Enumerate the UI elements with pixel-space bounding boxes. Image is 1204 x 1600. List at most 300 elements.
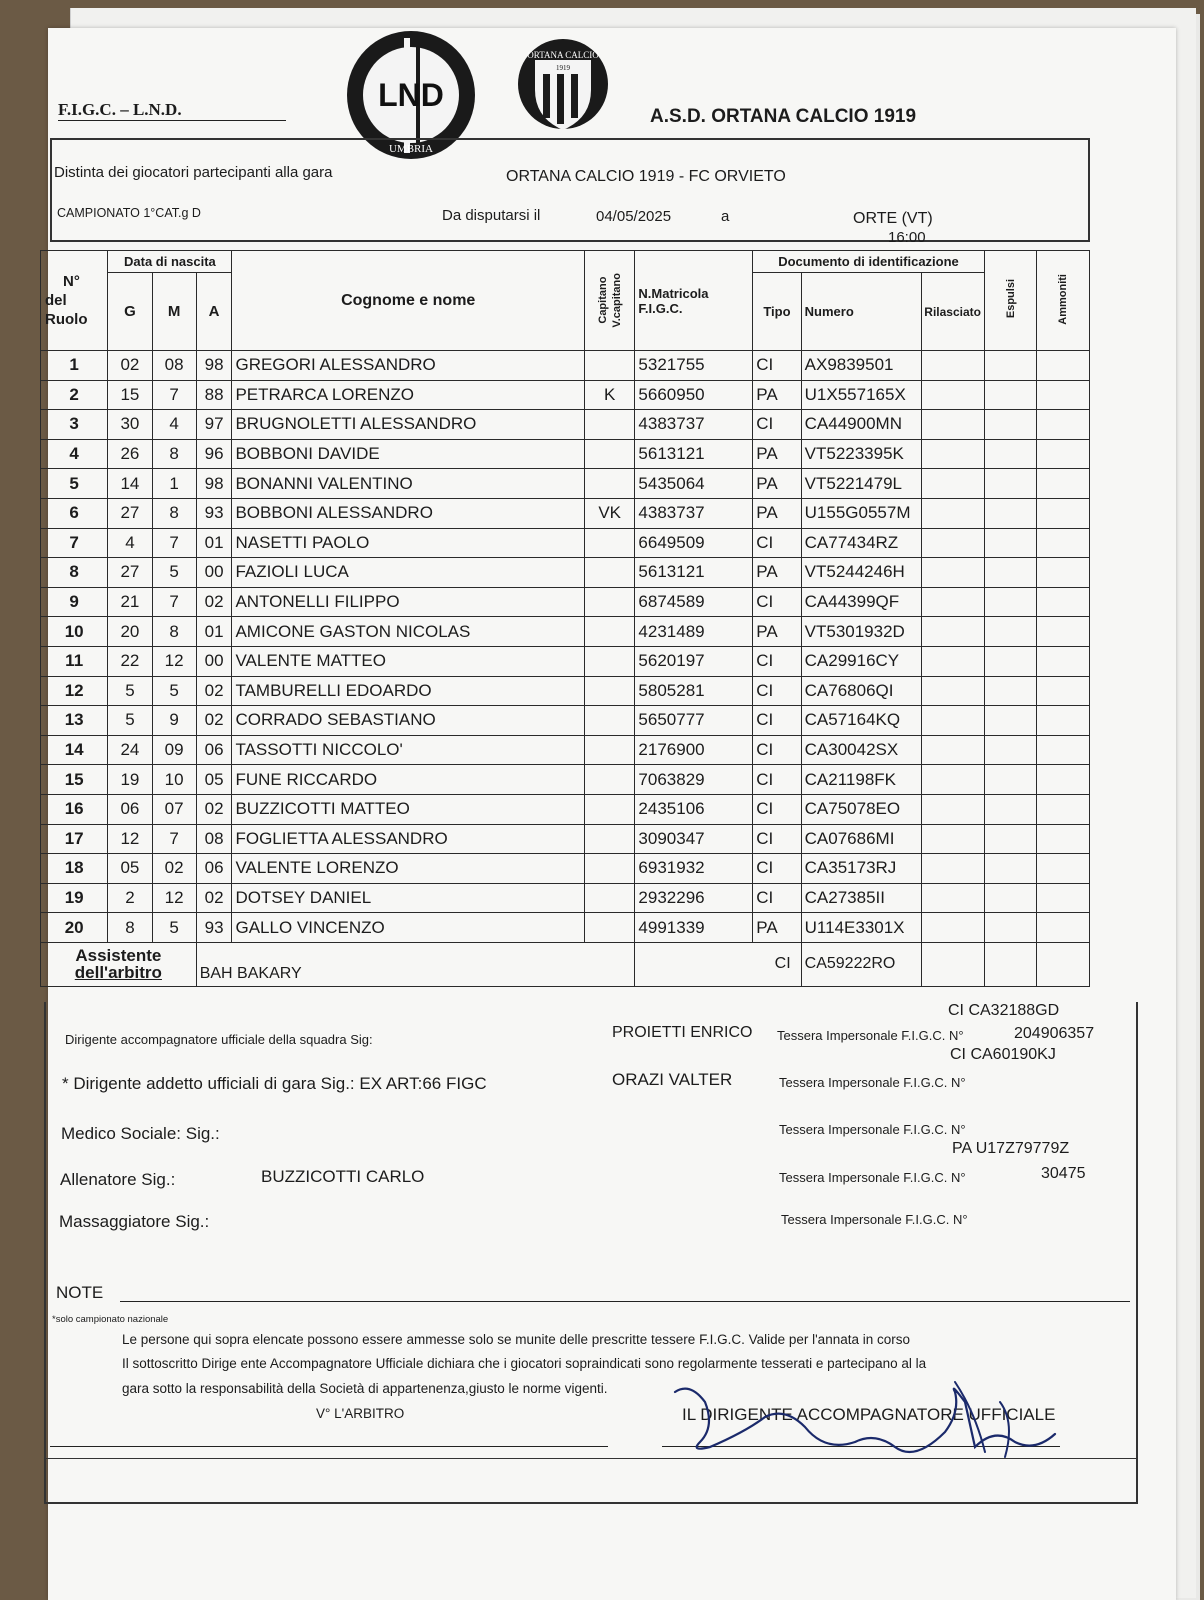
ammoniti-cell	[1037, 913, 1090, 943]
table-row	[41, 913, 1090, 943]
birth-year: 01	[196, 528, 232, 558]
birth-month: 1	[152, 469, 196, 499]
header-matricola: N.Matricola F.I.G.C.	[635, 251, 753, 351]
birth-year: 08	[196, 824, 232, 854]
table-row	[41, 410, 1090, 440]
player-name: FUNE RICCARDO	[232, 765, 584, 795]
birth-day: 27	[108, 558, 152, 588]
assistente-rilasciato	[921, 942, 984, 986]
rilasciato-cell	[921, 498, 984, 528]
espulsi-cell	[984, 854, 1037, 884]
matricola: 5805281	[635, 676, 753, 706]
player-name: VALENTE LORENZO	[232, 854, 584, 884]
header-capitano: Capitano V.capitano	[584, 251, 635, 351]
ortana-calcio-crest	[517, 30, 609, 138]
doc-number: CA76806QI	[801, 676, 921, 706]
birth-year: 02	[196, 676, 232, 706]
doc-type: CI	[753, 765, 801, 795]
birth-day: 26	[108, 439, 152, 469]
captain-mark	[584, 528, 635, 558]
matricola: 2435106	[635, 794, 753, 824]
header-m: M	[152, 273, 196, 351]
declaration-line-2: Il sottoscritto Dirige ente Accompagnatore Ufficiale dichiara che i giocatori sopraindicati sono regolarmente tesserati e partecipano al la	[122, 1356, 927, 1371]
header-documento: Documento di identificazione	[753, 251, 984, 273]
ammoniti-cell	[1037, 380, 1090, 410]
espulsi-cell	[984, 646, 1037, 676]
matricola: 6874589	[635, 587, 753, 617]
birth-year: 98	[196, 469, 232, 499]
birth-day: 24	[108, 735, 152, 765]
birth-day: 5	[108, 706, 152, 736]
birth-day: 15	[108, 380, 152, 410]
birth-month: 7	[152, 587, 196, 617]
espulsi-cell	[984, 913, 1037, 943]
birth-month: 9	[152, 706, 196, 736]
table-row	[41, 735, 1090, 765]
doc-type: PA	[753, 469, 801, 499]
rilasciato-cell	[921, 439, 984, 469]
matricola: 5613121	[635, 558, 753, 588]
captain-mark	[584, 469, 635, 499]
doc-number: VT5221479L	[801, 469, 921, 499]
rilasciato-cell	[921, 558, 984, 588]
table-row	[41, 794, 1090, 824]
birth-year: 02	[196, 587, 232, 617]
massaggiatore-tessera-label: Tessera Impersonale F.I.G.C. N°	[781, 1212, 968, 1227]
row-number: 20	[41, 913, 108, 943]
birth-day: 12	[108, 824, 152, 854]
birth-month: 5	[152, 913, 196, 943]
players-table	[40, 250, 1090, 987]
birth-month: 12	[152, 883, 196, 913]
birth-month: 07	[152, 794, 196, 824]
espulsi-cell	[984, 498, 1037, 528]
birth-day: 8	[108, 913, 152, 943]
rilasciato-cell	[921, 410, 984, 440]
rilasciato-cell	[921, 854, 984, 884]
doc-number: CA75078EO	[801, 794, 921, 824]
ammoniti-cell	[1037, 676, 1090, 706]
birth-year: 93	[196, 913, 232, 943]
birth-day: 20	[108, 617, 152, 647]
ammoniti-cell	[1037, 439, 1090, 469]
matricola: 5660950	[635, 380, 753, 410]
doc-number: VT5244246H	[801, 558, 921, 588]
birth-year: 97	[196, 410, 232, 440]
lnd-logo-text: LND	[378, 77, 444, 113]
doc-number: VT5223395K	[801, 439, 921, 469]
captain-mark	[584, 676, 635, 706]
rilasciato-cell	[921, 735, 984, 765]
birth-day: 4	[108, 528, 152, 558]
player-name: ANTONELLI FILIPPO	[232, 587, 584, 617]
figc-lnd-heading: F.I.G.C. – L.N.D.	[58, 100, 182, 119]
espulsi-cell	[984, 706, 1037, 736]
table-row	[41, 617, 1090, 647]
da-disputarsi-label: Da disputarsi il	[442, 207, 541, 224]
allenatore-doc: PA U17Z79779Z	[952, 1140, 1070, 1157]
matricola: 4383737	[635, 498, 753, 528]
row-number: 1	[41, 351, 108, 381]
a-label: a	[721, 208, 730, 225]
assistente-name: BAH BAKARY	[196, 942, 635, 986]
table-row	[41, 380, 1090, 410]
matricola: 7063829	[635, 765, 753, 795]
birth-month: 10	[152, 765, 196, 795]
captain-mark	[584, 913, 635, 943]
player-name: GREGORI ALESSANDRO	[232, 351, 584, 381]
rilasciato-cell	[921, 765, 984, 795]
table-row	[41, 351, 1090, 381]
birth-year: 93	[196, 498, 232, 528]
allenatore-tessera-label: Tessera Impersonale F.I.G.C. N°	[779, 1170, 966, 1185]
captain-mark	[584, 883, 635, 913]
espulsi-cell	[984, 380, 1037, 410]
doc-type: CI	[753, 735, 801, 765]
birth-month: 8	[152, 617, 196, 647]
table-row	[41, 469, 1090, 499]
captain-mark	[584, 735, 635, 765]
matricola: 6931932	[635, 854, 753, 884]
player-name: BUZZICOTTI MATTEO	[232, 794, 584, 824]
header-tipo: Tipo	[753, 273, 801, 351]
player-name: BONANNI VALENTINO	[232, 469, 584, 499]
dirigente-label: Dirigente accompagnatore ufficiale della squadra Sig:	[65, 1032, 373, 1047]
assistente-espulsi	[984, 942, 1037, 986]
ammoniti-cell	[1037, 735, 1090, 765]
table-row	[41, 765, 1090, 795]
row-number: 17	[41, 824, 108, 854]
captain-mark	[584, 617, 635, 647]
addetto-tessera-label: Tessera Impersonale F.I.G.C. N°	[779, 1075, 966, 1090]
player-name: DOTSEY DANIEL	[232, 883, 584, 913]
captain-mark	[584, 794, 635, 824]
doc-number: U1X557165X	[801, 380, 921, 410]
ammoniti-cell	[1037, 883, 1090, 913]
ammoniti-cell	[1037, 469, 1090, 499]
row-number: 14	[41, 735, 108, 765]
matricola: 4383737	[635, 410, 753, 440]
doc-type: PA	[753, 439, 801, 469]
birth-month: 5	[152, 676, 196, 706]
note-line	[120, 1301, 1130, 1302]
rilasciato-cell	[921, 380, 984, 410]
rilasciato-cell	[921, 794, 984, 824]
birth-year: 02	[196, 883, 232, 913]
doc-number: CA44399QF	[801, 587, 921, 617]
dirigente-name: PROIETTI ENRICO	[612, 1024, 753, 1041]
declaration-line-3: gara sotto la responsabilità della Società di appartenenza,giusto le norme vigenti.	[122, 1381, 608, 1396]
doc-type: PA	[753, 498, 801, 528]
player-name: BOBBONI ALESSANDRO	[232, 498, 584, 528]
row-number: 15	[41, 765, 108, 795]
rilasciato-cell	[921, 528, 984, 558]
medico-label: Medico Sociale: Sig.:	[61, 1124, 220, 1143]
birth-month: 09	[152, 735, 196, 765]
doc-type: CI	[753, 351, 801, 381]
captain-mark	[584, 587, 635, 617]
player-name: NASETTI PAOLO	[232, 528, 584, 558]
doc-number: CA35173RJ	[801, 854, 921, 884]
rilasciato-cell	[921, 617, 984, 647]
row-number: 4	[41, 439, 108, 469]
ammoniti-cell	[1037, 617, 1090, 647]
doc-number: CA30042SX	[801, 735, 921, 765]
birth-day: 02	[108, 351, 152, 381]
arbitro-signature-line	[50, 1446, 608, 1447]
match-time: 16:00	[888, 229, 926, 246]
birth-month: 4	[152, 410, 196, 440]
espulsi-cell	[984, 469, 1037, 499]
solo-campionato-note: *solo campionato nazionale	[52, 1314, 169, 1325]
birth-year: 96	[196, 439, 232, 469]
matricola: 4991339	[635, 913, 753, 943]
doc-number: CA27385II	[801, 883, 921, 913]
rilasciato-cell	[921, 913, 984, 943]
player-name: AMICONE GASTON NICOLAS	[232, 617, 584, 647]
ammoniti-cell	[1037, 706, 1090, 736]
player-name: CORRADO SEBASTIANO	[232, 706, 584, 736]
doc-number: CA07686MI	[801, 824, 921, 854]
birth-month: 5	[152, 558, 196, 588]
dirigente-ci-1: CI CA32188GD	[948, 1002, 1060, 1019]
ammoniti-cell	[1037, 854, 1090, 884]
table-row	[41, 558, 1090, 588]
espulsi-cell	[984, 735, 1037, 765]
ammoniti-cell	[1037, 528, 1090, 558]
birth-month: 7	[152, 528, 196, 558]
player-name: BRUGNOLETTI ALESSANDRO	[232, 410, 584, 440]
rilasciato-cell	[921, 646, 984, 676]
table-row	[41, 528, 1090, 558]
distinta-label: Distinta dei giocatori partecipanti alla gara	[54, 164, 333, 181]
birth-day: 5	[108, 676, 152, 706]
match-place: ORTE (VT)	[853, 210, 933, 227]
birth-day: 22	[108, 646, 152, 676]
birth-day: 2	[108, 883, 152, 913]
matricola: 5613121	[635, 439, 753, 469]
table-row	[41, 439, 1090, 469]
matricola: 5435064	[635, 469, 753, 499]
ammoniti-cell	[1037, 587, 1090, 617]
header-a: A	[196, 273, 232, 351]
birth-year: 06	[196, 735, 232, 765]
doc-type: PA	[753, 380, 801, 410]
row-number: 18	[41, 854, 108, 884]
assistente-ammoniti	[1037, 942, 1090, 986]
addetto-name: ORAZI VALTER	[612, 1070, 733, 1089]
table-row	[41, 854, 1090, 884]
birth-year: 00	[196, 558, 232, 588]
assistente-tipo: CI	[635, 942, 801, 986]
espulsi-cell	[984, 528, 1037, 558]
doc-number: U114E3301X	[801, 913, 921, 943]
captain-mark	[584, 765, 635, 795]
espulsi-cell	[984, 794, 1037, 824]
table-row	[41, 824, 1090, 854]
doc-type: CI	[753, 794, 801, 824]
declaration-line-1: Le persone qui sopra elencate possono essere ammesse solo se munite delle prescritte tessere F.I.G.C. Valide per l'annata in corso	[122, 1332, 910, 1347]
captain-mark	[584, 854, 635, 884]
birth-month: 7	[152, 380, 196, 410]
birth-day: 30	[108, 410, 152, 440]
doc-type: CI	[753, 854, 801, 884]
row-number: 11	[41, 646, 108, 676]
rilasciato-cell	[921, 676, 984, 706]
massaggiatore-label: Massaggiatore Sig.:	[59, 1212, 210, 1231]
row-number: 3	[41, 410, 108, 440]
campionato: CAMPIONATO 1°CAT.g D	[57, 206, 201, 220]
row-number: 2	[41, 380, 108, 410]
espulsi-cell	[984, 824, 1037, 854]
assistente-doc: CA59222RO	[801, 942, 921, 986]
espulsi-cell	[984, 883, 1037, 913]
espulsi-cell	[984, 765, 1037, 795]
club-name: A.S.D. ORTANA CALCIO 1919	[650, 106, 917, 127]
birth-month: 7	[152, 824, 196, 854]
espulsi-cell	[984, 410, 1037, 440]
ortana-logo-text: ORTANA CALCIO	[527, 50, 599, 60]
matricola: 2932296	[635, 883, 753, 913]
header-ammoniti: Ammoniti	[1037, 251, 1090, 351]
doc-number: CA44900MN	[801, 410, 921, 440]
row-number: 9	[41, 587, 108, 617]
header-data-nascita: Data di nascita	[108, 251, 232, 273]
birth-year: 02	[196, 794, 232, 824]
table-row	[41, 676, 1090, 706]
doc-type: CI	[753, 646, 801, 676]
header-espulsi: Espulsi	[984, 251, 1037, 351]
row-number: 5	[41, 469, 108, 499]
espulsi-cell	[984, 676, 1037, 706]
captain-mark	[584, 706, 635, 736]
birth-day: 14	[108, 469, 152, 499]
birth-month: 08	[152, 351, 196, 381]
espulsi-cell	[984, 558, 1037, 588]
matricola: 3090347	[635, 824, 753, 854]
row-number: 6	[41, 498, 108, 528]
ammoniti-cell	[1037, 351, 1090, 381]
birth-year: 01	[196, 617, 232, 647]
ammoniti-cell	[1037, 410, 1090, 440]
birth-day: 06	[108, 794, 152, 824]
header-numero: Numero	[801, 273, 921, 351]
allenatore-name: BUZZICOTTI CARLO	[261, 1167, 425, 1186]
birth-year: 00	[196, 646, 232, 676]
matricola: 5620197	[635, 646, 753, 676]
rilasciato-cell	[921, 469, 984, 499]
matricola: 5321755	[635, 351, 753, 381]
birth-day: 19	[108, 765, 152, 795]
captain-mark	[584, 410, 635, 440]
note-label: NOTE	[56, 1283, 104, 1302]
espulsi-cell	[984, 587, 1037, 617]
captain-mark: VK	[584, 498, 635, 528]
player-name: TAMBURELLI EDOARDO	[232, 676, 584, 706]
doc-number: VT5301932D	[801, 617, 921, 647]
matricola: 4231489	[635, 617, 753, 647]
espulsi-cell	[984, 617, 1037, 647]
table-row	[41, 587, 1090, 617]
doc-type: CI	[753, 587, 801, 617]
doc-type: CI	[753, 410, 801, 440]
captain-mark	[584, 439, 635, 469]
row-number: 10	[41, 617, 108, 647]
doc-number: CA21198FK	[801, 765, 921, 795]
addetto-label: * Dirigente addetto ufficiali di gara Sig.: EX ART:66 FIGC	[62, 1074, 487, 1093]
rilasciato-cell	[921, 351, 984, 381]
espulsi-cell	[984, 351, 1037, 381]
doc-number: AX9839501	[801, 351, 921, 381]
assistente-label: Assistente dell'arbitro	[41, 942, 197, 986]
birth-month: 8	[152, 439, 196, 469]
matricola: 6649509	[635, 528, 753, 558]
doc-number: CA77434RZ	[801, 528, 921, 558]
doc-number: CA57164KQ	[801, 706, 921, 736]
ammoniti-cell	[1037, 765, 1090, 795]
match-teams: ORTANA CALCIO 1919 - FC ORVIETO	[506, 168, 786, 185]
doc-type: PA	[753, 558, 801, 588]
player-name: BOBBONI DAVIDE	[232, 439, 584, 469]
ammoniti-cell	[1037, 558, 1090, 588]
table-row	[41, 498, 1090, 528]
rilasciato-cell	[921, 587, 984, 617]
doc-number: U155G0557M	[801, 498, 921, 528]
match-info-frame	[50, 138, 1090, 242]
player-name: GALLO VINCENZO	[232, 913, 584, 943]
table-row	[41, 706, 1090, 736]
captain-mark	[584, 646, 635, 676]
ammoniti-cell	[1037, 824, 1090, 854]
row-number: 16	[41, 794, 108, 824]
medico-tessera-label: Tessera Impersonale F.I.G.C. N°	[779, 1122, 966, 1137]
birth-year: 02	[196, 706, 232, 736]
matricola: 2176900	[635, 735, 753, 765]
birth-year: 05	[196, 765, 232, 795]
match-date: 04/05/2025	[596, 208, 672, 225]
player-name: FOGLIETTA ALESSANDRO	[232, 824, 584, 854]
player-name: VALENTE MATTEO	[232, 646, 584, 676]
header-ruolo: N° del Ruolo	[41, 251, 108, 351]
assistente-row	[41, 942, 1090, 986]
captain-mark	[584, 558, 635, 588]
doc-type: CI	[753, 676, 801, 706]
doc-type: PA	[753, 617, 801, 647]
dirigente-tessera-label: Tessera Impersonale F.I.G.C. N°	[777, 1028, 964, 1043]
heading-underline	[58, 120, 286, 121]
birth-day: 21	[108, 587, 152, 617]
header-rilasciato: Rilasciato	[921, 273, 984, 351]
arbitro-label: V° L'ARBITRO	[316, 1406, 405, 1421]
doc-type: PA	[753, 913, 801, 943]
birth-year: 88	[196, 380, 232, 410]
ammoniti-cell	[1037, 646, 1090, 676]
birth-month: 02	[152, 854, 196, 884]
row-number: 8	[41, 558, 108, 588]
row-number: 12	[41, 676, 108, 706]
header-cognome-nome: Cognome e nome	[232, 251, 584, 351]
doc-number: CA29916CY	[801, 646, 921, 676]
birth-month: 8	[152, 498, 196, 528]
row-number: 19	[41, 883, 108, 913]
table-row	[41, 646, 1090, 676]
player-name: TASSOTTI NICCOLO'	[232, 735, 584, 765]
dirigente-tessera: 204906357	[1014, 1025, 1095, 1042]
dirigente-ci-2: CI CA60190KJ	[950, 1046, 1056, 1063]
rilasciato-cell	[921, 706, 984, 736]
row-number: 7	[41, 528, 108, 558]
doc-type: CI	[753, 528, 801, 558]
